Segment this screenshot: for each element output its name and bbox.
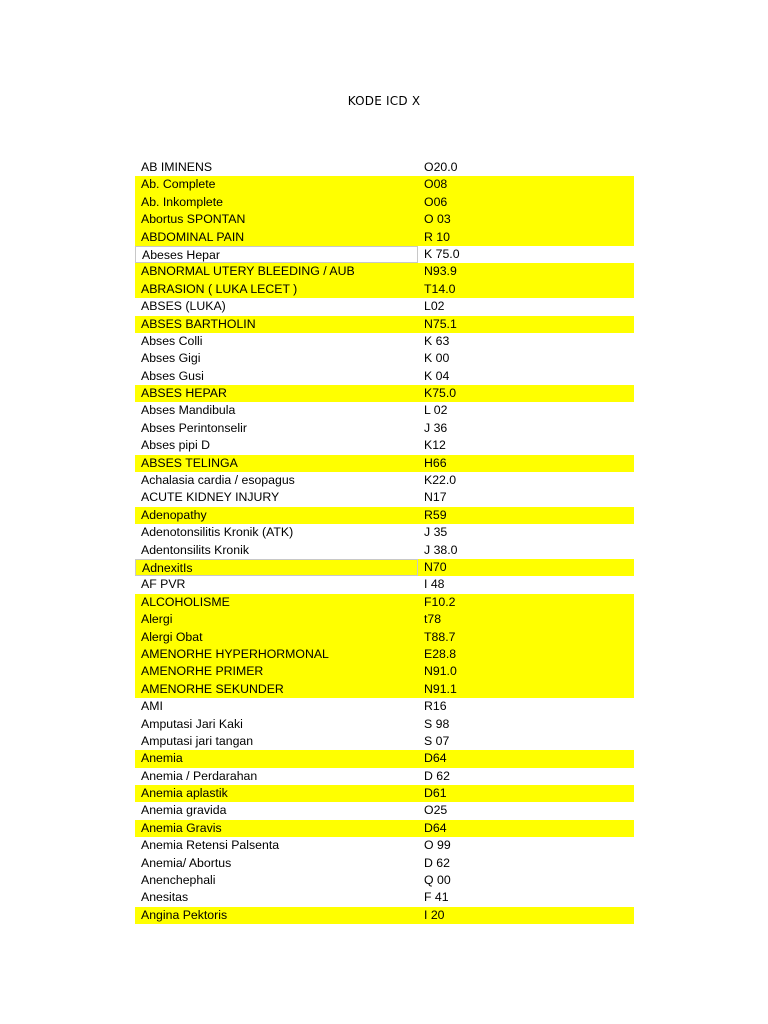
icd-code: S 98 <box>424 716 450 731</box>
icd-code: I 20 <box>424 907 445 922</box>
icd-code: T88.7 <box>424 629 456 644</box>
table-row <box>135 316 634 333</box>
table-row <box>135 542 634 559</box>
diagnosis-name: Anemia Retensi Palsenta <box>141 838 280 853</box>
diagnosis-name: Anemia Gravis <box>141 820 222 835</box>
diagnosis-name: Anesitas <box>141 890 189 905</box>
diagnosis-name: AMI <box>141 699 163 714</box>
diagnosis-name: AMENORHE PRIMER <box>141 664 264 679</box>
diagnosis-name: ABRASION ( LUKA LECET ) <box>141 281 298 296</box>
diagnosis-name: Adenopathy <box>141 507 207 522</box>
diagnosis-name: Anemia / Perdarahan <box>141 768 258 783</box>
table-row <box>135 489 634 506</box>
icd-code: O20.0 <box>424 160 458 174</box>
diagnosis-name: Anemia/ Abortus <box>141 855 232 870</box>
table-row <box>135 350 634 367</box>
icd-code: K75.0 <box>424 386 457 401</box>
diagnosis-name: Amputasi jari tangan <box>141 733 254 748</box>
table-row <box>135 246 634 263</box>
table-row <box>135 524 634 541</box>
table-row <box>135 698 634 715</box>
table-row <box>135 889 634 906</box>
icd-code: J 36 <box>424 420 448 435</box>
table-row <box>135 768 634 785</box>
icd-code-table <box>135 159 634 924</box>
diagnosis-name: Adentonsilits Kronik <box>141 542 249 557</box>
icd-code: S 07 <box>424 733 450 748</box>
diagnosis-name: Adenotonsilitis Kronik (ATK) <box>141 525 294 540</box>
icd-code: O25 <box>424 803 448 818</box>
table-row <box>135 750 634 767</box>
diagnosis-name: AB IMINENS <box>141 160 213 174</box>
table-row <box>135 716 634 733</box>
diagnosis-name: ABSES (LUKA) <box>141 299 226 314</box>
diagnosis-name: ABNORMAL UTERY BLEEDING / AUB <box>141 264 355 279</box>
icd-code: K 75.0 <box>424 246 460 261</box>
icd-code: N17 <box>424 490 447 505</box>
icd-code: O08 <box>424 177 448 192</box>
diagnosis-name: Abortus SPONTAN <box>141 212 246 227</box>
icd-code: E28.8 <box>424 646 457 661</box>
table-row <box>135 437 634 454</box>
icd-code: L 02 <box>424 403 448 418</box>
table-row <box>135 785 634 802</box>
icd-code: N75.1 <box>424 316 457 331</box>
table-row <box>135 402 634 419</box>
table-row <box>135 837 634 854</box>
table-row <box>135 211 634 228</box>
table-row <box>135 559 634 576</box>
diagnosis-name: Abses Mandibula <box>141 403 236 418</box>
table-row <box>135 594 634 611</box>
diagnosis-name: ACUTE KIDNEY INJURY <box>141 490 280 505</box>
diagnosis-name: ABSES HEPAR <box>141 386 227 401</box>
icd-code: F10.2 <box>424 594 456 609</box>
diagnosis-name: Abses Perintonselir <box>141 420 247 435</box>
table-row <box>135 646 634 663</box>
icd-code: J 35 <box>424 525 448 540</box>
diagnosis-name: Abses pipi D <box>141 438 211 453</box>
diagnosis-name: Amputasi Jari Kaki <box>141 716 243 731</box>
table-row <box>135 385 634 402</box>
table-row <box>135 281 634 298</box>
diagnosis-name: AdnexitIs <box>135 559 418 576</box>
table-row <box>135 576 634 593</box>
table-row <box>135 368 634 385</box>
diagnosis-name: Abses Colli <box>141 333 203 348</box>
diagnosis-name: ABSES BARTHOLIN <box>141 316 256 331</box>
diagnosis-name: Anenchephali <box>141 873 216 888</box>
icd-code: T14.0 <box>424 281 456 296</box>
table-row <box>135 907 634 924</box>
table-row <box>135 333 634 350</box>
table-row <box>135 507 634 524</box>
table-row <box>135 663 634 680</box>
icd-code: R16 <box>424 699 447 714</box>
table-row <box>135 194 634 211</box>
table-row <box>135 229 634 246</box>
icd-code: R 10 <box>424 229 450 244</box>
diagnosis-name: Ab. Inkomplete <box>141 194 224 209</box>
icd-code: H66 <box>424 455 447 470</box>
icd-code: O 03 <box>424 212 451 227</box>
icd-code: O06 <box>424 194 448 209</box>
page-title: KODE ICD X <box>347 94 421 108</box>
diagnosis-name: Achalasia cardia / esopagus <box>141 473 295 488</box>
diagnosis-name: Anemia aplastik <box>141 786 228 801</box>
table-row <box>135 820 634 837</box>
icd-code: O 99 <box>424 838 451 853</box>
icd-code: N93.9 <box>424 264 457 279</box>
diagnosis-name: AMENORHE SEKUNDER <box>141 681 284 696</box>
icd-code: K 00 <box>424 351 450 366</box>
table-row <box>135 159 634 176</box>
table-row <box>135 802 634 819</box>
icd-code: F 41 <box>424 890 449 905</box>
icd-code: K12 <box>424 438 446 453</box>
icd-code: D 62 <box>424 855 450 870</box>
diagnosis-name: AF PVR <box>141 577 186 592</box>
table-row <box>135 733 634 750</box>
icd-code: I 48 <box>424 577 445 592</box>
icd-code: t78 <box>424 612 442 627</box>
table-row <box>135 681 634 698</box>
table-row <box>135 855 634 872</box>
diagnosis-name: AMENORHE HYPERHORMONAL <box>141 646 329 661</box>
diagnosis-name: ABDOMINAL PAIN <box>141 229 245 244</box>
icd-code: L02 <box>424 299 445 314</box>
table-row <box>135 472 634 489</box>
diagnosis-name: ABSES TELINGA <box>141 455 238 470</box>
diagnosis-name: Alergi Obat <box>141 629 203 644</box>
diagnosis-name: ALCOHOLISME <box>141 594 230 609</box>
icd-code: J 38.0 <box>424 542 458 557</box>
diagnosis-name: Alergi <box>141 612 173 627</box>
icd-code: N70 <box>424 559 447 574</box>
diagnosis-name: Abeses Hepar <box>135 246 418 263</box>
icd-code: K 63 <box>424 333 450 348</box>
table-row <box>135 420 634 437</box>
icd-code: Q 00 <box>424 873 451 888</box>
table-row <box>135 629 634 646</box>
diagnosis-name: Angina Pektoris <box>141 907 228 922</box>
icd-code: K 04 <box>424 368 450 383</box>
diagnosis-name: Anemia <box>141 751 183 766</box>
icd-code: D64 <box>424 751 447 766</box>
table-row <box>135 455 634 472</box>
icd-code: R59 <box>424 507 447 522</box>
icd-code: K22.0 <box>424 473 457 488</box>
table-row <box>135 176 634 193</box>
icd-code: N91.0 <box>424 664 457 679</box>
icd-code: D 62 <box>424 768 450 783</box>
table-row <box>135 263 634 280</box>
diagnosis-name: Abses Gusi <box>141 368 204 383</box>
icd-code: D64 <box>424 820 447 835</box>
icd-code: D61 <box>424 786 447 801</box>
diagnosis-name: Abses Gigi <box>141 351 201 366</box>
diagnosis-name: Ab. Complete <box>141 177 216 192</box>
table-row <box>135 872 634 889</box>
table-row <box>135 611 634 628</box>
table-row <box>135 298 634 315</box>
diagnosis-name: Anemia gravida <box>141 803 227 818</box>
icd-code: N91.1 <box>424 681 457 696</box>
